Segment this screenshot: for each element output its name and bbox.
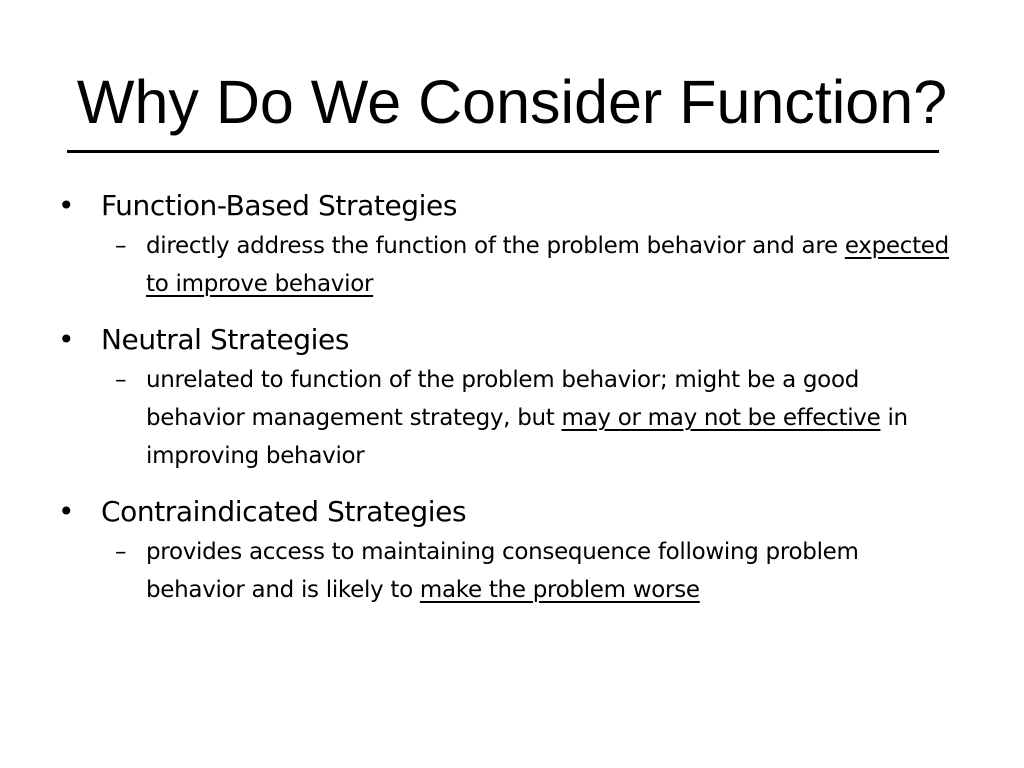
bullet-item-neutral <box>0 319 1024 475</box>
bullet-heading <box>0 491 1024 533</box>
sub-bullet-text: provides access to maintaining consequence following problem behavior and is likely to <box>146 539 859 603</box>
sub-bullet-text: directly address the function of the problem behavior and are <box>146 233 845 259</box>
dash-icon: – <box>115 233 127 259</box>
dash-icon: – <box>115 539 127 565</box>
bullet-heading-text: Function-Based Strategies <box>101 189 458 222</box>
slide-title: Why Do We Consider Function? <box>76 68 948 136</box>
sub-bullet-text: unrelated to function of the problem behavior; might be a good behavior management strategy, but <box>146 367 860 431</box>
bullet-heading-text: Neutral Strategies <box>101 323 350 356</box>
bullet-heading <box>0 319 1024 361</box>
bullet-item-function-based <box>0 185 1024 303</box>
sub-bullet-underlined: make the problem worse <box>419 577 700 603</box>
sub-bullet-underlined: may or may not be effective <box>561 405 881 431</box>
sub-bullet-text-after: in improving behavior <box>146 405 908 469</box>
bullet-heading-text: Contraindicated Strategies <box>101 495 467 528</box>
dash-icon: – <box>115 367 127 393</box>
sub-bullet <box>0 361 1024 475</box>
bullet-icon: • <box>58 495 75 528</box>
bullet-icon: • <box>58 189 75 222</box>
sub-bullet-underlined: expected to improve behavior <box>146 233 949 297</box>
sub-bullet <box>0 227 1024 303</box>
bullet-icon: • <box>58 323 75 356</box>
bullet-list <box>0 185 1024 625</box>
sub-bullet <box>0 533 1024 609</box>
bullet-item-contraindicated <box>0 491 1024 609</box>
bullet-heading <box>0 185 1024 227</box>
title-divider <box>67 150 939 153</box>
